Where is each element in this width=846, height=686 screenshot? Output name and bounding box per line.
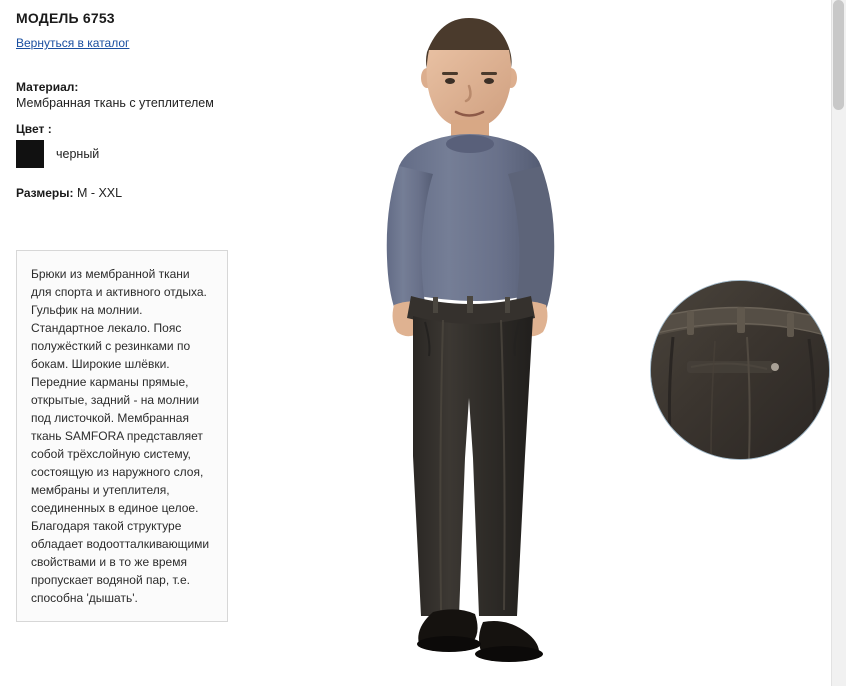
description-box — [16, 250, 228, 622]
detail-photo-ring — [650, 280, 830, 460]
color-swatch[interactable] — [16, 140, 44, 168]
main-product-photo — [315, 0, 645, 686]
sizes-block — [16, 186, 306, 200]
color-value: черный — [56, 147, 100, 161]
material-block — [16, 80, 306, 110]
material-value: Мембранная ткань с утеплителем — [16, 96, 214, 110]
page-scrollbar[interactable] — [831, 0, 846, 686]
sizes-label: Размеры: — [16, 186, 74, 200]
color-block — [16, 140, 306, 168]
back-to-catalog-link[interactable]: Вернуться в каталог — [16, 36, 130, 50]
sizes-value: M - XXL — [76, 186, 123, 200]
color-label: Цвет : — [16, 122, 52, 136]
scrollbar-thumb[interactable] — [833, 0, 844, 110]
description-text: Брюки из мембранной ткани для спорта и активного отдыха. Гульфик на молнии. Стандартное лекало. Пояс полужёсткий с резинками по бокам. Широкие шлёвки. Передние карманы прямые, открытые, задний - на молнии под листочкой. Мембранная ткань SAMFORA представляет собой трёхслойную систему, состоящую из наружного слоя, мембраны и утеплителя, соединенных в единое целое. Благодаря такой структуре обладает водоотталкивающими свойствами и в то же время пропускает водяной пар, т.е. способна 'дышать'. — [31, 267, 213, 605]
material-label: Материал: — [16, 80, 79, 94]
page-title: МОДЕЛЬ 6753 — [16, 10, 115, 26]
product-info-column — [16, 10, 306, 222]
detail-product-photo[interactable] — [650, 280, 830, 460]
